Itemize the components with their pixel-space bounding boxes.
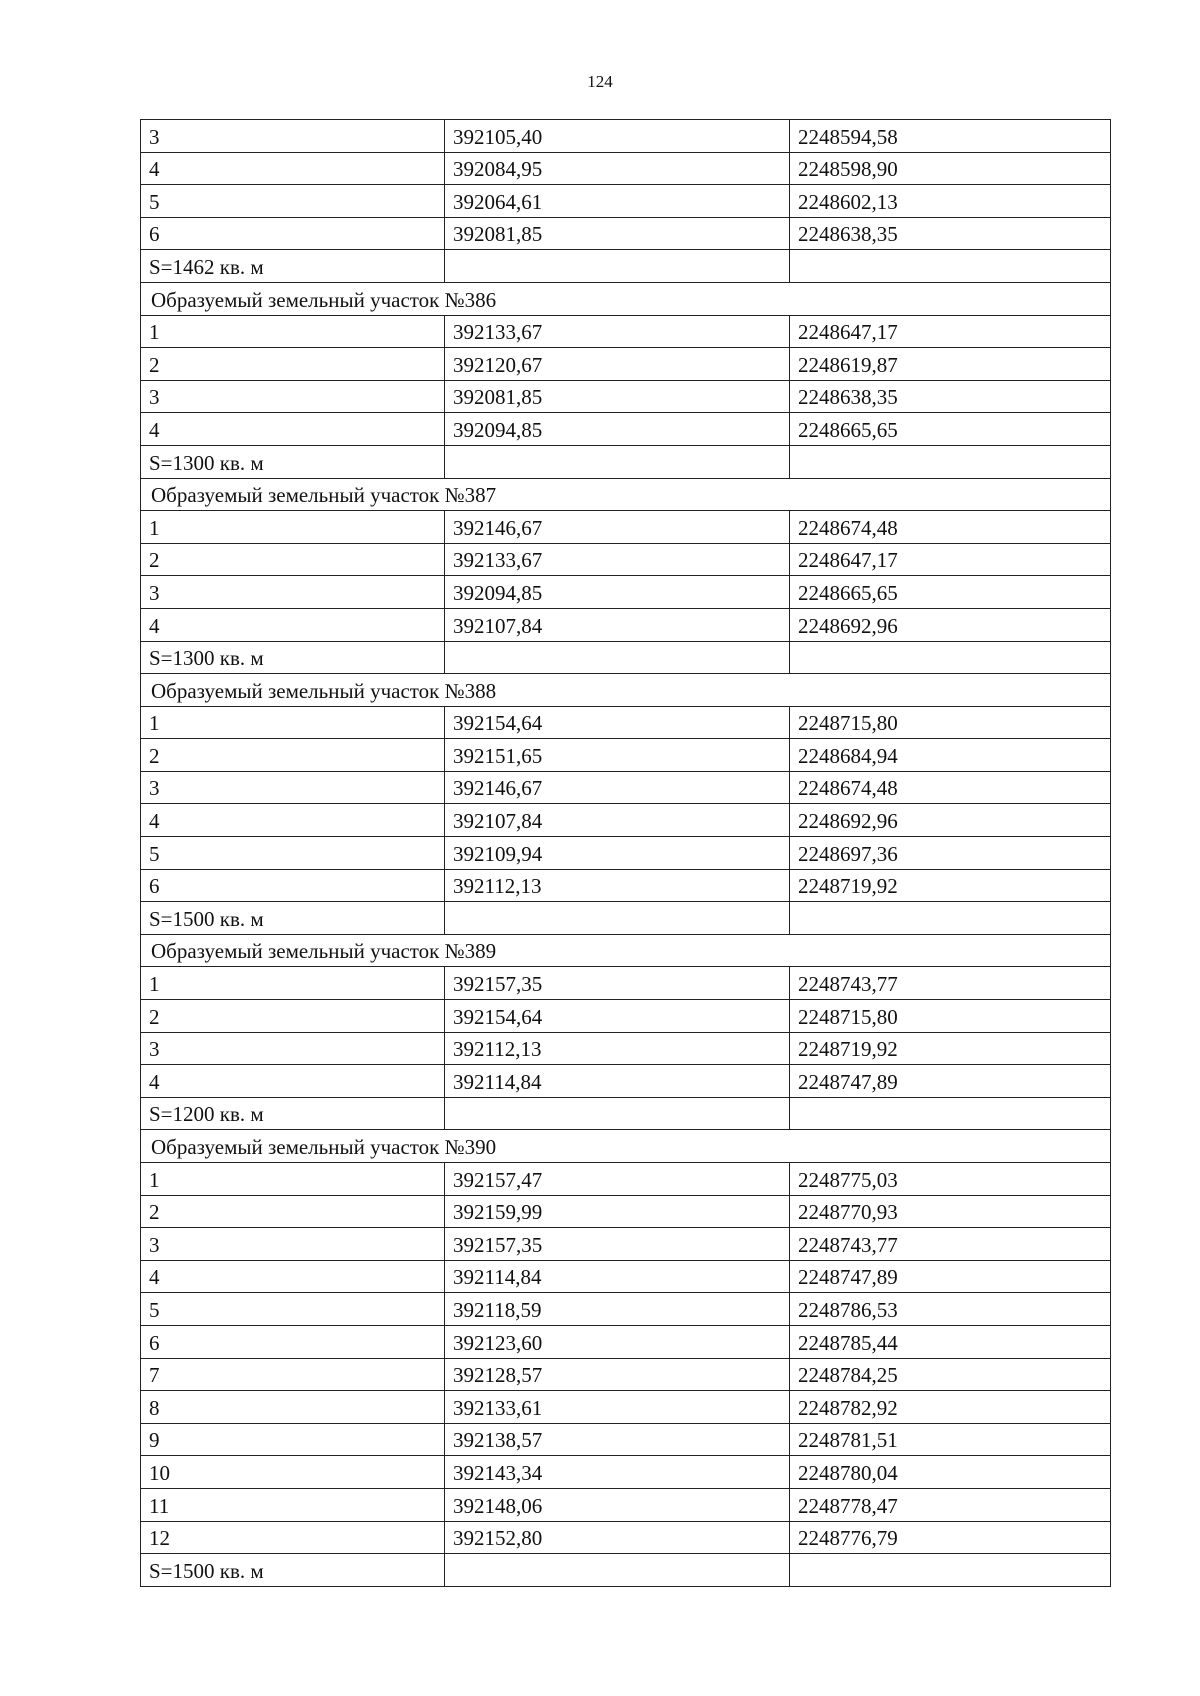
point-row <box>141 120 1111 153</box>
x-coordinate-cell: 392112,13 <box>445 1032 790 1065</box>
point-number-cell: 5 <box>141 1293 445 1326</box>
y-coordinate-cell: 2248719,92 <box>790 869 1111 902</box>
point-number-cell: 1 <box>141 706 445 739</box>
point-number-cell: 6 <box>141 869 445 902</box>
point-number-cell: 10 <box>141 1456 445 1489</box>
y-coordinate-cell: 2248743,77 <box>790 1228 1111 1261</box>
empty-cell <box>790 250 1111 283</box>
x-coordinate-cell: 392084,95 <box>445 152 790 185</box>
y-coordinate-cell: 2248747,89 <box>790 1260 1111 1293</box>
plot-heading-row <box>141 934 1111 967</box>
point-row <box>141 804 1111 837</box>
plot-heading-row <box>141 478 1111 511</box>
point-row <box>141 152 1111 185</box>
x-coordinate-cell: 392146,67 <box>445 511 790 544</box>
point-number-cell: 4 <box>141 804 445 837</box>
point-row <box>141 1260 1111 1293</box>
point-row <box>141 1032 1111 1065</box>
point-row <box>141 1228 1111 1261</box>
x-coordinate-cell: 392114,84 <box>445 1260 790 1293</box>
empty-cell <box>790 641 1111 674</box>
x-coordinate-cell: 392148,06 <box>445 1488 790 1521</box>
x-coordinate-cell: 392146,67 <box>445 771 790 804</box>
point-number-cell: 2 <box>141 348 445 381</box>
plot-heading-cell: Образуемый земельный участок №388 <box>141 674 1111 707</box>
plot-heading-cell: Образуемый земельный участок №390 <box>141 1130 1111 1163</box>
empty-cell <box>445 445 790 478</box>
point-row <box>141 1488 1111 1521</box>
empty-cell <box>445 250 790 283</box>
area-row <box>141 250 1111 283</box>
y-coordinate-cell: 2248784,25 <box>790 1358 1111 1391</box>
point-number-cell: 1 <box>141 511 445 544</box>
point-row <box>141 1163 1111 1196</box>
x-coordinate-cell: 392118,59 <box>445 1293 790 1326</box>
y-coordinate-cell: 2248674,48 <box>790 511 1111 544</box>
point-row <box>141 706 1111 739</box>
x-coordinate-cell: 392133,67 <box>445 315 790 348</box>
plot-heading-cell: Образуемый земельный участок №387 <box>141 478 1111 511</box>
y-coordinate-cell: 2248638,35 <box>790 217 1111 250</box>
x-coordinate-cell: 392109,94 <box>445 837 790 870</box>
point-row <box>141 1293 1111 1326</box>
area-cell: S=1300 кв. м <box>141 641 445 674</box>
point-row <box>141 413 1111 446</box>
point-number-cell: 6 <box>141 217 445 250</box>
point-row <box>141 1423 1111 1456</box>
empty-cell <box>790 902 1111 935</box>
point-number-cell: 4 <box>141 152 445 185</box>
point-number-cell: 3 <box>141 380 445 413</box>
point-row <box>141 380 1111 413</box>
point-row <box>141 771 1111 804</box>
point-number-cell: 3 <box>141 120 445 153</box>
x-coordinate-cell: 392138,57 <box>445 1423 790 1456</box>
point-row <box>141 1391 1111 1424</box>
point-row <box>141 543 1111 576</box>
plot-heading-row <box>141 282 1111 315</box>
point-row <box>141 1358 1111 1391</box>
x-coordinate-cell: 392154,64 <box>445 1000 790 1033</box>
coordinates-table <box>140 119 1111 1587</box>
point-row <box>141 1065 1111 1098</box>
point-row <box>141 869 1111 902</box>
point-row <box>141 608 1111 641</box>
y-coordinate-cell: 2248647,17 <box>790 543 1111 576</box>
point-number-cell: 11 <box>141 1488 445 1521</box>
x-coordinate-cell: 392154,64 <box>445 706 790 739</box>
y-coordinate-cell: 2248594,58 <box>790 120 1111 153</box>
empty-cell <box>790 1554 1111 1587</box>
x-coordinate-cell: 392152,80 <box>445 1521 790 1554</box>
y-coordinate-cell: 2248778,47 <box>790 1488 1111 1521</box>
x-coordinate-cell: 392064,61 <box>445 185 790 218</box>
point-number-cell: 6 <box>141 1325 445 1358</box>
empty-cell <box>445 641 790 674</box>
x-coordinate-cell: 392107,84 <box>445 804 790 837</box>
point-row <box>141 1521 1111 1554</box>
x-coordinate-cell: 392094,85 <box>445 576 790 609</box>
empty-cell <box>445 1554 790 1587</box>
y-coordinate-cell: 2248665,65 <box>790 413 1111 446</box>
point-number-cell: 7 <box>141 1358 445 1391</box>
y-coordinate-cell: 2248647,17 <box>790 315 1111 348</box>
y-coordinate-cell: 2248715,80 <box>790 706 1111 739</box>
x-coordinate-cell: 392157,35 <box>445 1228 790 1261</box>
y-coordinate-cell: 2248665,65 <box>790 576 1111 609</box>
x-coordinate-cell: 392159,99 <box>445 1195 790 1228</box>
x-coordinate-cell: 392094,85 <box>445 413 790 446</box>
point-number-cell: 1 <box>141 1163 445 1196</box>
x-coordinate-cell: 392157,35 <box>445 967 790 1000</box>
plot-heading-cell: Образуемый земельный участок №389 <box>141 934 1111 967</box>
empty-cell <box>790 445 1111 478</box>
y-coordinate-cell: 2248638,35 <box>790 380 1111 413</box>
point-row <box>141 1000 1111 1033</box>
x-coordinate-cell: 392143,34 <box>445 1456 790 1489</box>
x-coordinate-cell: 392151,65 <box>445 739 790 772</box>
point-number-cell: 3 <box>141 576 445 609</box>
area-row <box>141 641 1111 674</box>
point-row <box>141 348 1111 381</box>
empty-cell <box>445 902 790 935</box>
y-coordinate-cell: 2248782,92 <box>790 1391 1111 1424</box>
point-number-cell: 3 <box>141 1228 445 1261</box>
x-coordinate-cell: 392105,40 <box>445 120 790 153</box>
point-number-cell: 5 <box>141 837 445 870</box>
x-coordinate-cell: 392112,13 <box>445 869 790 902</box>
x-coordinate-cell: 392133,61 <box>445 1391 790 1424</box>
coordinates-table-body <box>141 120 1111 1587</box>
point-row <box>141 576 1111 609</box>
x-coordinate-cell: 392081,85 <box>445 380 790 413</box>
point-number-cell: 2 <box>141 1000 445 1033</box>
point-number-cell: 4 <box>141 1260 445 1293</box>
point-number-cell: 2 <box>141 739 445 772</box>
y-coordinate-cell: 2248770,93 <box>790 1195 1111 1228</box>
y-coordinate-cell: 2248775,03 <box>790 1163 1111 1196</box>
area-row <box>141 902 1111 935</box>
point-number-cell: 4 <box>141 608 445 641</box>
x-coordinate-cell: 392081,85 <box>445 217 790 250</box>
point-row <box>141 837 1111 870</box>
point-number-cell: 8 <box>141 1391 445 1424</box>
x-coordinate-cell: 392133,67 <box>445 543 790 576</box>
y-coordinate-cell: 2248747,89 <box>790 1065 1111 1098</box>
y-coordinate-cell: 2248785,44 <box>790 1325 1111 1358</box>
area-cell: S=1300 кв. м <box>141 445 445 478</box>
point-row <box>141 185 1111 218</box>
x-coordinate-cell: 392120,67 <box>445 348 790 381</box>
point-number-cell: 3 <box>141 771 445 804</box>
plot-heading-row <box>141 674 1111 707</box>
point-number-cell: 2 <box>141 1195 445 1228</box>
y-coordinate-cell: 2248697,36 <box>790 837 1111 870</box>
point-row <box>141 1195 1111 1228</box>
x-coordinate-cell: 392114,84 <box>445 1065 790 1098</box>
page-number: 124 <box>587 72 613 91</box>
point-number-cell: 2 <box>141 543 445 576</box>
point-row <box>141 315 1111 348</box>
point-number-cell: 12 <box>141 1521 445 1554</box>
y-coordinate-cell: 2248719,92 <box>790 1032 1111 1065</box>
point-row <box>141 739 1111 772</box>
y-coordinate-cell: 2248602,13 <box>790 185 1111 218</box>
y-coordinate-cell: 2248781,51 <box>790 1423 1111 1456</box>
y-coordinate-cell: 2248684,94 <box>790 739 1111 772</box>
y-coordinate-cell: 2248715,80 <box>790 1000 1111 1033</box>
area-cell: S=1200 кв. м <box>141 1097 445 1130</box>
x-coordinate-cell: 392107,84 <box>445 608 790 641</box>
y-coordinate-cell: 2248674,48 <box>790 771 1111 804</box>
point-row <box>141 511 1111 544</box>
plot-heading-cell: Образуемый земельный участок №386 <box>141 282 1111 315</box>
x-coordinate-cell: 392128,57 <box>445 1358 790 1391</box>
y-coordinate-cell: 2248780,04 <box>790 1456 1111 1489</box>
point-number-cell: 1 <box>141 315 445 348</box>
area-row <box>141 445 1111 478</box>
point-row <box>141 1456 1111 1489</box>
point-row <box>141 217 1111 250</box>
y-coordinate-cell: 2248786,53 <box>790 1293 1111 1326</box>
point-number-cell: 5 <box>141 185 445 218</box>
y-coordinate-cell: 2248743,77 <box>790 967 1111 1000</box>
y-coordinate-cell: 2248692,96 <box>790 608 1111 641</box>
y-coordinate-cell: 2248598,90 <box>790 152 1111 185</box>
point-row <box>141 1325 1111 1358</box>
area-cell: S=1500 кв. м <box>141 1554 445 1587</box>
point-number-cell: 3 <box>141 1032 445 1065</box>
x-coordinate-cell: 392123,60 <box>445 1325 790 1358</box>
point-number-cell: 9 <box>141 1423 445 1456</box>
area-cell: S=1462 кв. м <box>141 250 445 283</box>
y-coordinate-cell: 2248692,96 <box>790 804 1111 837</box>
point-number-cell: 4 <box>141 1065 445 1098</box>
area-cell: S=1500 кв. м <box>141 902 445 935</box>
point-row <box>141 967 1111 1000</box>
area-row <box>141 1097 1111 1130</box>
y-coordinate-cell: 2248619,87 <box>790 348 1111 381</box>
x-coordinate-cell: 392157,47 <box>445 1163 790 1196</box>
point-number-cell: 4 <box>141 413 445 446</box>
y-coordinate-cell: 2248776,79 <box>790 1521 1111 1554</box>
area-row <box>141 1554 1111 1587</box>
empty-cell <box>445 1097 790 1130</box>
empty-cell <box>790 1097 1111 1130</box>
point-number-cell: 1 <box>141 967 445 1000</box>
plot-heading-row <box>141 1130 1111 1163</box>
